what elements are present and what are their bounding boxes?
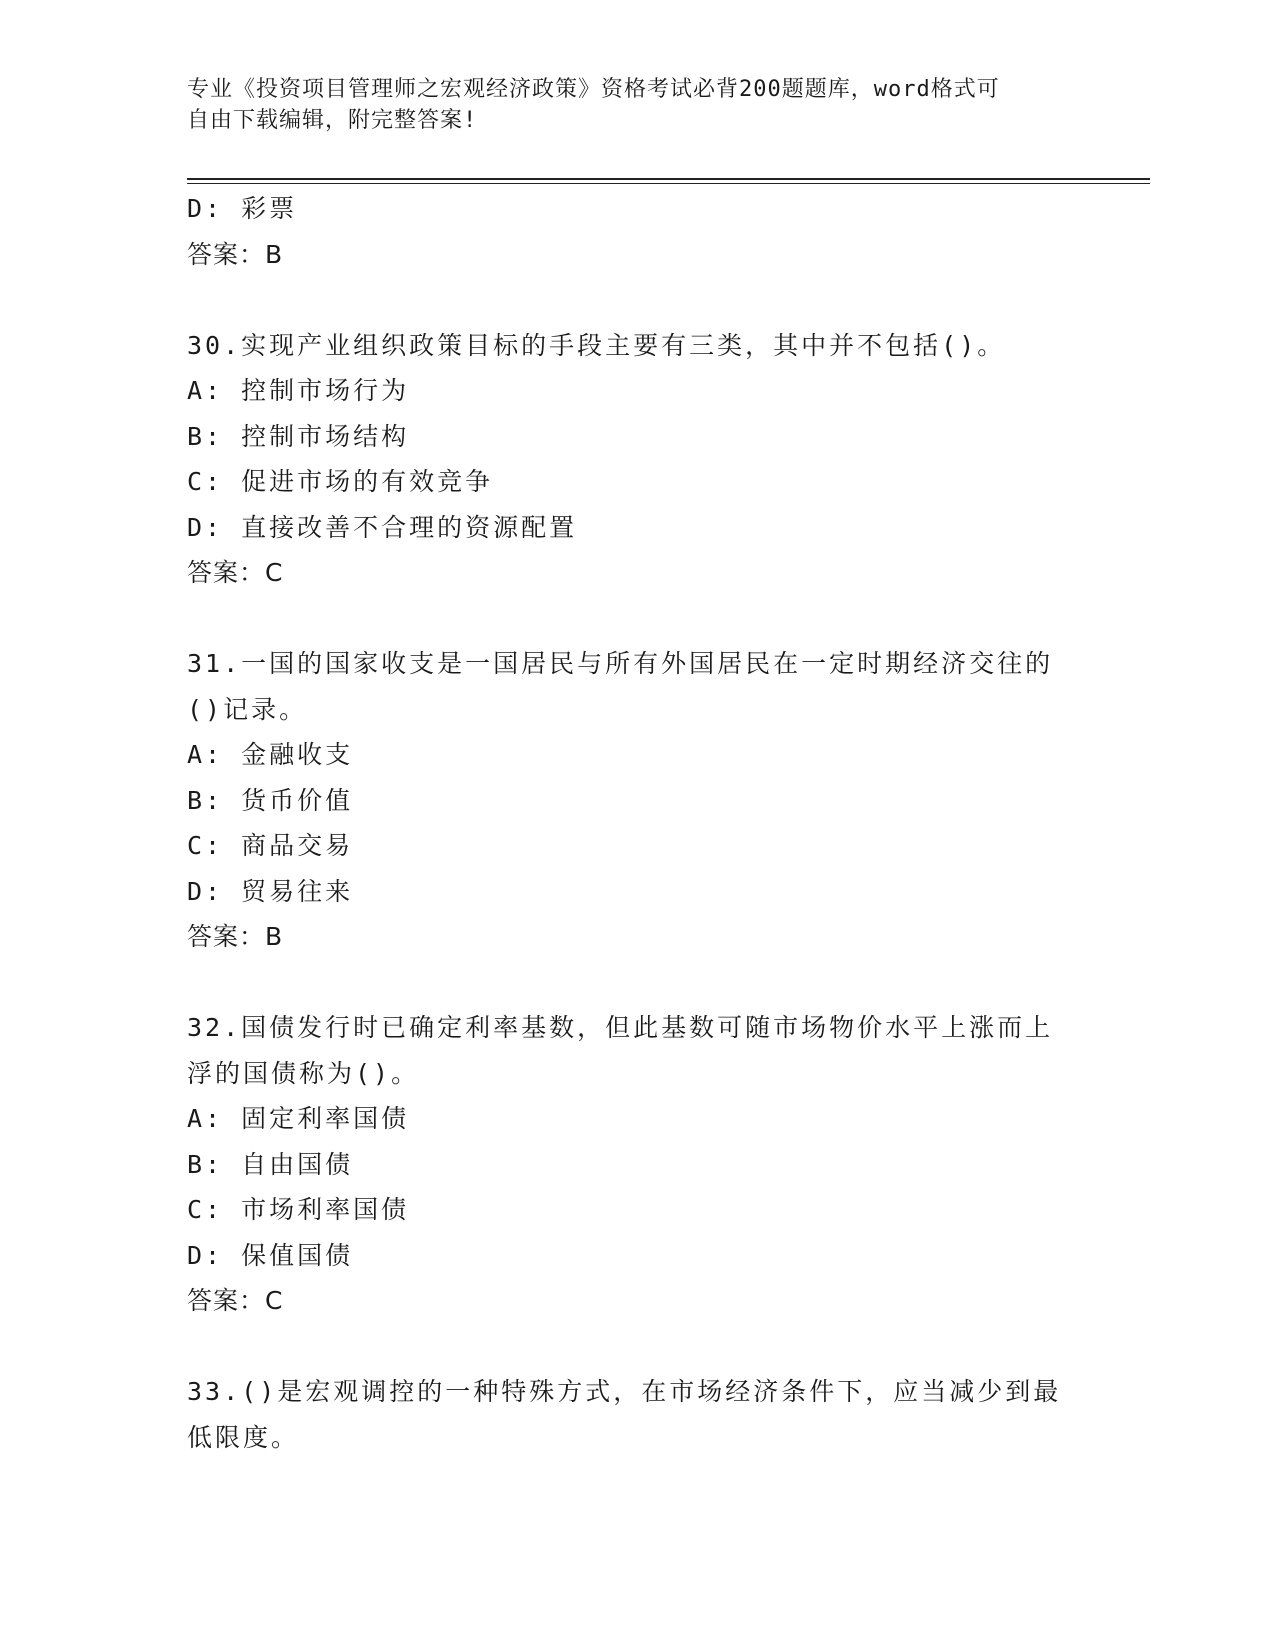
answer: 答案：C bbox=[187, 1286, 284, 1315]
option-b: B: 货币价值 bbox=[187, 785, 354, 815]
option-c: C: 商品交易 bbox=[187, 831, 354, 860]
question-text-line-1: 31.一国的国家收支是一国居民与所有外国居民在一定时期经济交往的 bbox=[187, 649, 1054, 678]
option-a: A: 固定利率国债 bbox=[187, 1104, 410, 1133]
question-33 bbox=[187, 1369, 1087, 1460]
document-body bbox=[187, 186, 1087, 1460]
option-c: C: 促进市场的有效竞争 bbox=[187, 467, 494, 496]
option-a: A: 金融收支 bbox=[187, 740, 354, 769]
question-30 bbox=[187, 323, 1087, 596]
question-32 bbox=[187, 1005, 1087, 1324]
answer: 答案：B bbox=[187, 922, 284, 951]
option-c: C: 市场利率国债 bbox=[187, 1195, 410, 1224]
question-text-line-2: 浮的国债称为()。 bbox=[187, 1058, 420, 1088]
header-divider-thick bbox=[187, 178, 1150, 180]
header-line-1: 专业《投资项目管理师之宏观经济政策》资格考试必背200题题库，word格式可 bbox=[187, 77, 1000, 102]
question-31 bbox=[187, 641, 1087, 960]
question-text-line-1: 33.()是宏观调控的一种特殊方式，在市场经济条件下，应当减少到最 bbox=[187, 1377, 1062, 1406]
option-d: D: 直接改善不合理的资源配置 bbox=[187, 512, 578, 542]
header-divider-thin bbox=[187, 183, 1150, 184]
document-header bbox=[187, 74, 1087, 136]
question-text-line-1: 32.国债发行时已确定利率基数，但此基数可随市场物价水平上涨而上 bbox=[187, 1013, 1054, 1042]
option-a: A: 控制市场行为 bbox=[187, 376, 410, 405]
question-text: 30.实现产业组织政策目标的手段主要有三类，其中并不包括()。 bbox=[187, 330, 1006, 360]
option-b: B: 自由国债 bbox=[187, 1149, 354, 1179]
answer: 答案：B bbox=[187, 239, 284, 269]
question-29-tail bbox=[187, 186, 1087, 277]
option-d: D: 保值国债 bbox=[187, 1240, 354, 1270]
answer: 答案：C bbox=[187, 558, 284, 587]
header-line-2: 自由下载编辑，附完整答案! bbox=[187, 108, 478, 133]
option-d: D: 彩票 bbox=[187, 194, 298, 223]
option-b: B: 控制市场结构 bbox=[187, 421, 410, 451]
question-text-line-2: 低限度。 bbox=[187, 1422, 300, 1452]
question-text-line-2: ()记录。 bbox=[187, 694, 308, 724]
option-d: D: 贸易往来 bbox=[187, 876, 354, 906]
